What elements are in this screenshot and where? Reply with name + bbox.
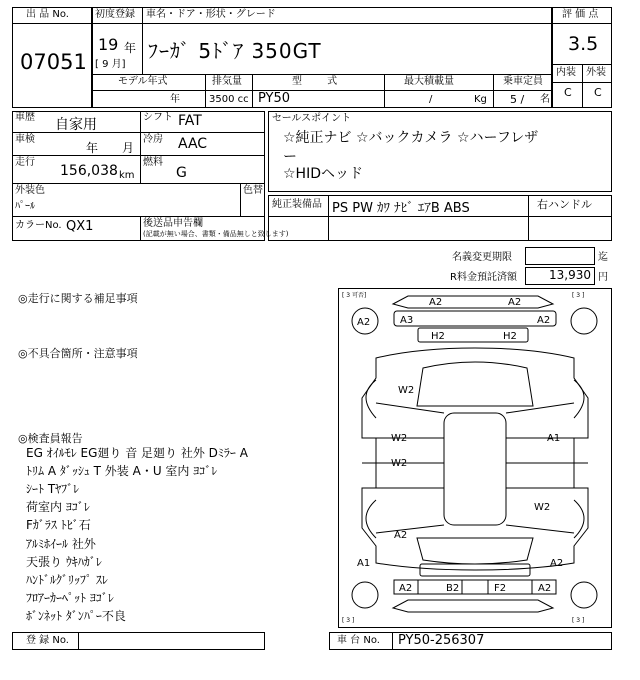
reg-no-label: 登 録 No. xyxy=(26,635,69,646)
mark-front-bumper-r: A2 xyxy=(508,297,522,308)
sales-label: セールスポイント xyxy=(272,113,352,124)
score-label: 評 価 点 xyxy=(562,9,599,20)
inspector-line: 天張り ｳｷﾊｶﾞﾚ xyxy=(26,555,102,569)
first-reg-year: 19 xyxy=(98,35,119,54)
inspection-label: 車検 xyxy=(15,134,35,145)
car-name: ﾌｰｶﾞ 5ﾄﾞｱ 350GT xyxy=(148,39,322,63)
inspector-line: 荷室内 ﾖｺﾞﾚ xyxy=(26,500,90,514)
mileage-unit: km xyxy=(119,170,135,181)
first-reg-year-unit: 年 xyxy=(124,41,137,55)
mark-rear-q-r: A2 xyxy=(550,558,564,569)
first-reg-month: [ 9 月] xyxy=(95,59,126,70)
inspector-line: ﾄﾘﾑ A ﾀﾞｯｼｭ T 外装 A・U 室内 ﾖｺﾞﾚ xyxy=(26,464,218,478)
defect-notes-title: ◎不具合箇所・注意事項 xyxy=(18,347,138,360)
capacity-label: 乗車定員 xyxy=(503,76,543,87)
color-no-value: QX1 xyxy=(66,219,94,234)
post-doc-note: (記載が無い場合、書類・備品無しと致します) xyxy=(143,230,289,238)
model-year-label: モデル年式 xyxy=(118,76,168,87)
max-load-unit: Kg xyxy=(474,94,487,105)
fuel-value: G xyxy=(176,165,187,181)
shift-value: FAT xyxy=(178,113,202,129)
model-code-label: 型 式 xyxy=(292,76,338,87)
score-value: 3.5 xyxy=(568,33,599,55)
history-label: 車歴 xyxy=(15,112,35,123)
interior-grade: C xyxy=(564,86,572,99)
inspector-line: ﾎﾞﾝﾈｯﾄ ﾀﾞﾝﾊﾟｰ不良 xyxy=(26,609,126,623)
mileage-value: 156,038 xyxy=(60,163,118,179)
running-notes-title: ◎走行に関する補足事項 xyxy=(18,292,138,305)
capacity-value: 5 / xyxy=(510,93,525,106)
model-year-unit: 年 xyxy=(170,94,180,105)
equipment-label: 純正装備品 xyxy=(272,199,322,210)
diagram-corner-tr: [ 3 ] xyxy=(572,292,585,299)
inspector-line: ｼｰﾄ Tﾔﾌﾞﾚ xyxy=(26,482,80,496)
diagram-corner-bl: [ 3 ] xyxy=(342,617,355,624)
recycle-label: R料金預託済額 xyxy=(450,272,517,283)
displacement-value: 3500 cc xyxy=(209,94,249,105)
sales-line-2: ー xyxy=(283,149,297,165)
mark-front-lip-r: A2 xyxy=(537,315,551,326)
mark-headlight-l: H2 xyxy=(431,331,445,342)
history-value: 自家用 xyxy=(55,117,97,133)
mark-front-lip: A3 xyxy=(400,315,414,326)
name-change-label: 名義変更期限 xyxy=(452,252,512,263)
car-name-label: 車名・ドア・形状・グレード xyxy=(146,9,276,20)
color-change-label: 色替 xyxy=(243,185,263,196)
inspector-line: ﾊﾝﾄﾞﾙｸﾞﾘｯﾌﾟ ｽﾚ xyxy=(26,573,108,587)
mark-rear-tire-l: A1 xyxy=(357,558,371,569)
mark-front-tire-l: A2 xyxy=(357,317,371,328)
mark-front-bumper-l: A2 xyxy=(429,297,443,308)
equipment-items: PS PW ｶﾜ ﾅﾋﾞ ｴｱB ABS xyxy=(332,201,470,216)
post-doc-label: 後送品申告欄 xyxy=(143,218,203,229)
first-reg-label: 初度登録 xyxy=(95,9,135,20)
diagram-corner-tl: [ 3 可否] xyxy=(342,292,367,299)
chassis-label: 車 台 No. xyxy=(337,635,380,646)
ac-value: AAC xyxy=(178,136,208,152)
model-code-value: PY50 xyxy=(258,91,291,106)
mark-rear-bumper-3: F2 xyxy=(494,583,507,594)
max-load-label: 最大積載量 xyxy=(404,76,454,87)
mark-door-l1: W2 xyxy=(391,433,408,444)
max-load-slash: / xyxy=(429,94,433,105)
chassis-no: PY50-256307 xyxy=(398,633,485,648)
inspector-line: Fｶﾞﾗｽ ﾄﾋﾞ石 xyxy=(26,518,91,532)
diagram-corner-br: [ 3 ] xyxy=(572,617,585,624)
mark-headlight-r: H2 xyxy=(503,331,517,342)
ext-color-label: 外装色 xyxy=(15,185,45,196)
inspector-title: ◎検査員報告 xyxy=(18,432,83,445)
mark-rear-bumper-2: B2 xyxy=(446,583,460,594)
lot-number: 07051 xyxy=(20,50,87,74)
inspection-month: 月 xyxy=(122,141,135,155)
mark-rear-bumper-4: A2 xyxy=(538,583,552,594)
mark-rear-bumper-1: A2 xyxy=(399,583,413,594)
mark-door-l2: W2 xyxy=(391,458,408,469)
mark-quarter-l: A2 xyxy=(394,530,408,541)
interior-label: 内装 xyxy=(556,67,576,78)
color-no-label: カラーNo. xyxy=(15,220,62,231)
sales-line-1: ☆純正ナビ ☆バックカメラ ☆ハーフレザ xyxy=(283,130,539,146)
name-change-value xyxy=(525,247,595,265)
mark-door-r1: A1 xyxy=(547,433,561,444)
ac-label: 冷房 xyxy=(143,134,163,145)
car-damage-diagram xyxy=(338,288,612,628)
shift-label: シフト xyxy=(143,112,173,123)
capacity-unit: 名 xyxy=(540,94,550,105)
displacement-label: 排気量 xyxy=(212,76,242,87)
mark-fender-l: W2 xyxy=(398,385,415,396)
inspection-year: 年 xyxy=(86,141,99,155)
mileage-label: 走行 xyxy=(15,157,35,168)
inspector-line: ｱﾙﾐﾎｲｰﾙ 社外 xyxy=(26,537,96,551)
recycle-unit: 円 xyxy=(598,272,608,283)
inspector-line: ﾌﾛｱｰｶｰﾍﾟｯﾄ ﾖｺﾞﾚ xyxy=(26,591,114,605)
lot-label: 出 品 No. xyxy=(26,9,69,20)
sales-line-3: ☆HIDヘッド xyxy=(283,166,363,182)
inspector-line: EG ｵｲﾙﾓﾚ EG廻り 音 足廻り 社外 Dﾐﾗｰ A xyxy=(26,446,248,460)
ext-color-value: ﾊﾟｰﾙ xyxy=(15,201,35,212)
fuel-label: 燃料 xyxy=(143,157,163,168)
exterior-grade: C xyxy=(594,86,602,99)
recycle-value: 13,930 xyxy=(549,268,591,282)
mark-quarter-r: W2 xyxy=(534,502,551,513)
handle-side: 右ハンドル xyxy=(537,198,592,211)
name-change-unit: 迄 xyxy=(598,252,608,263)
exterior-label: 外装 xyxy=(586,67,606,78)
